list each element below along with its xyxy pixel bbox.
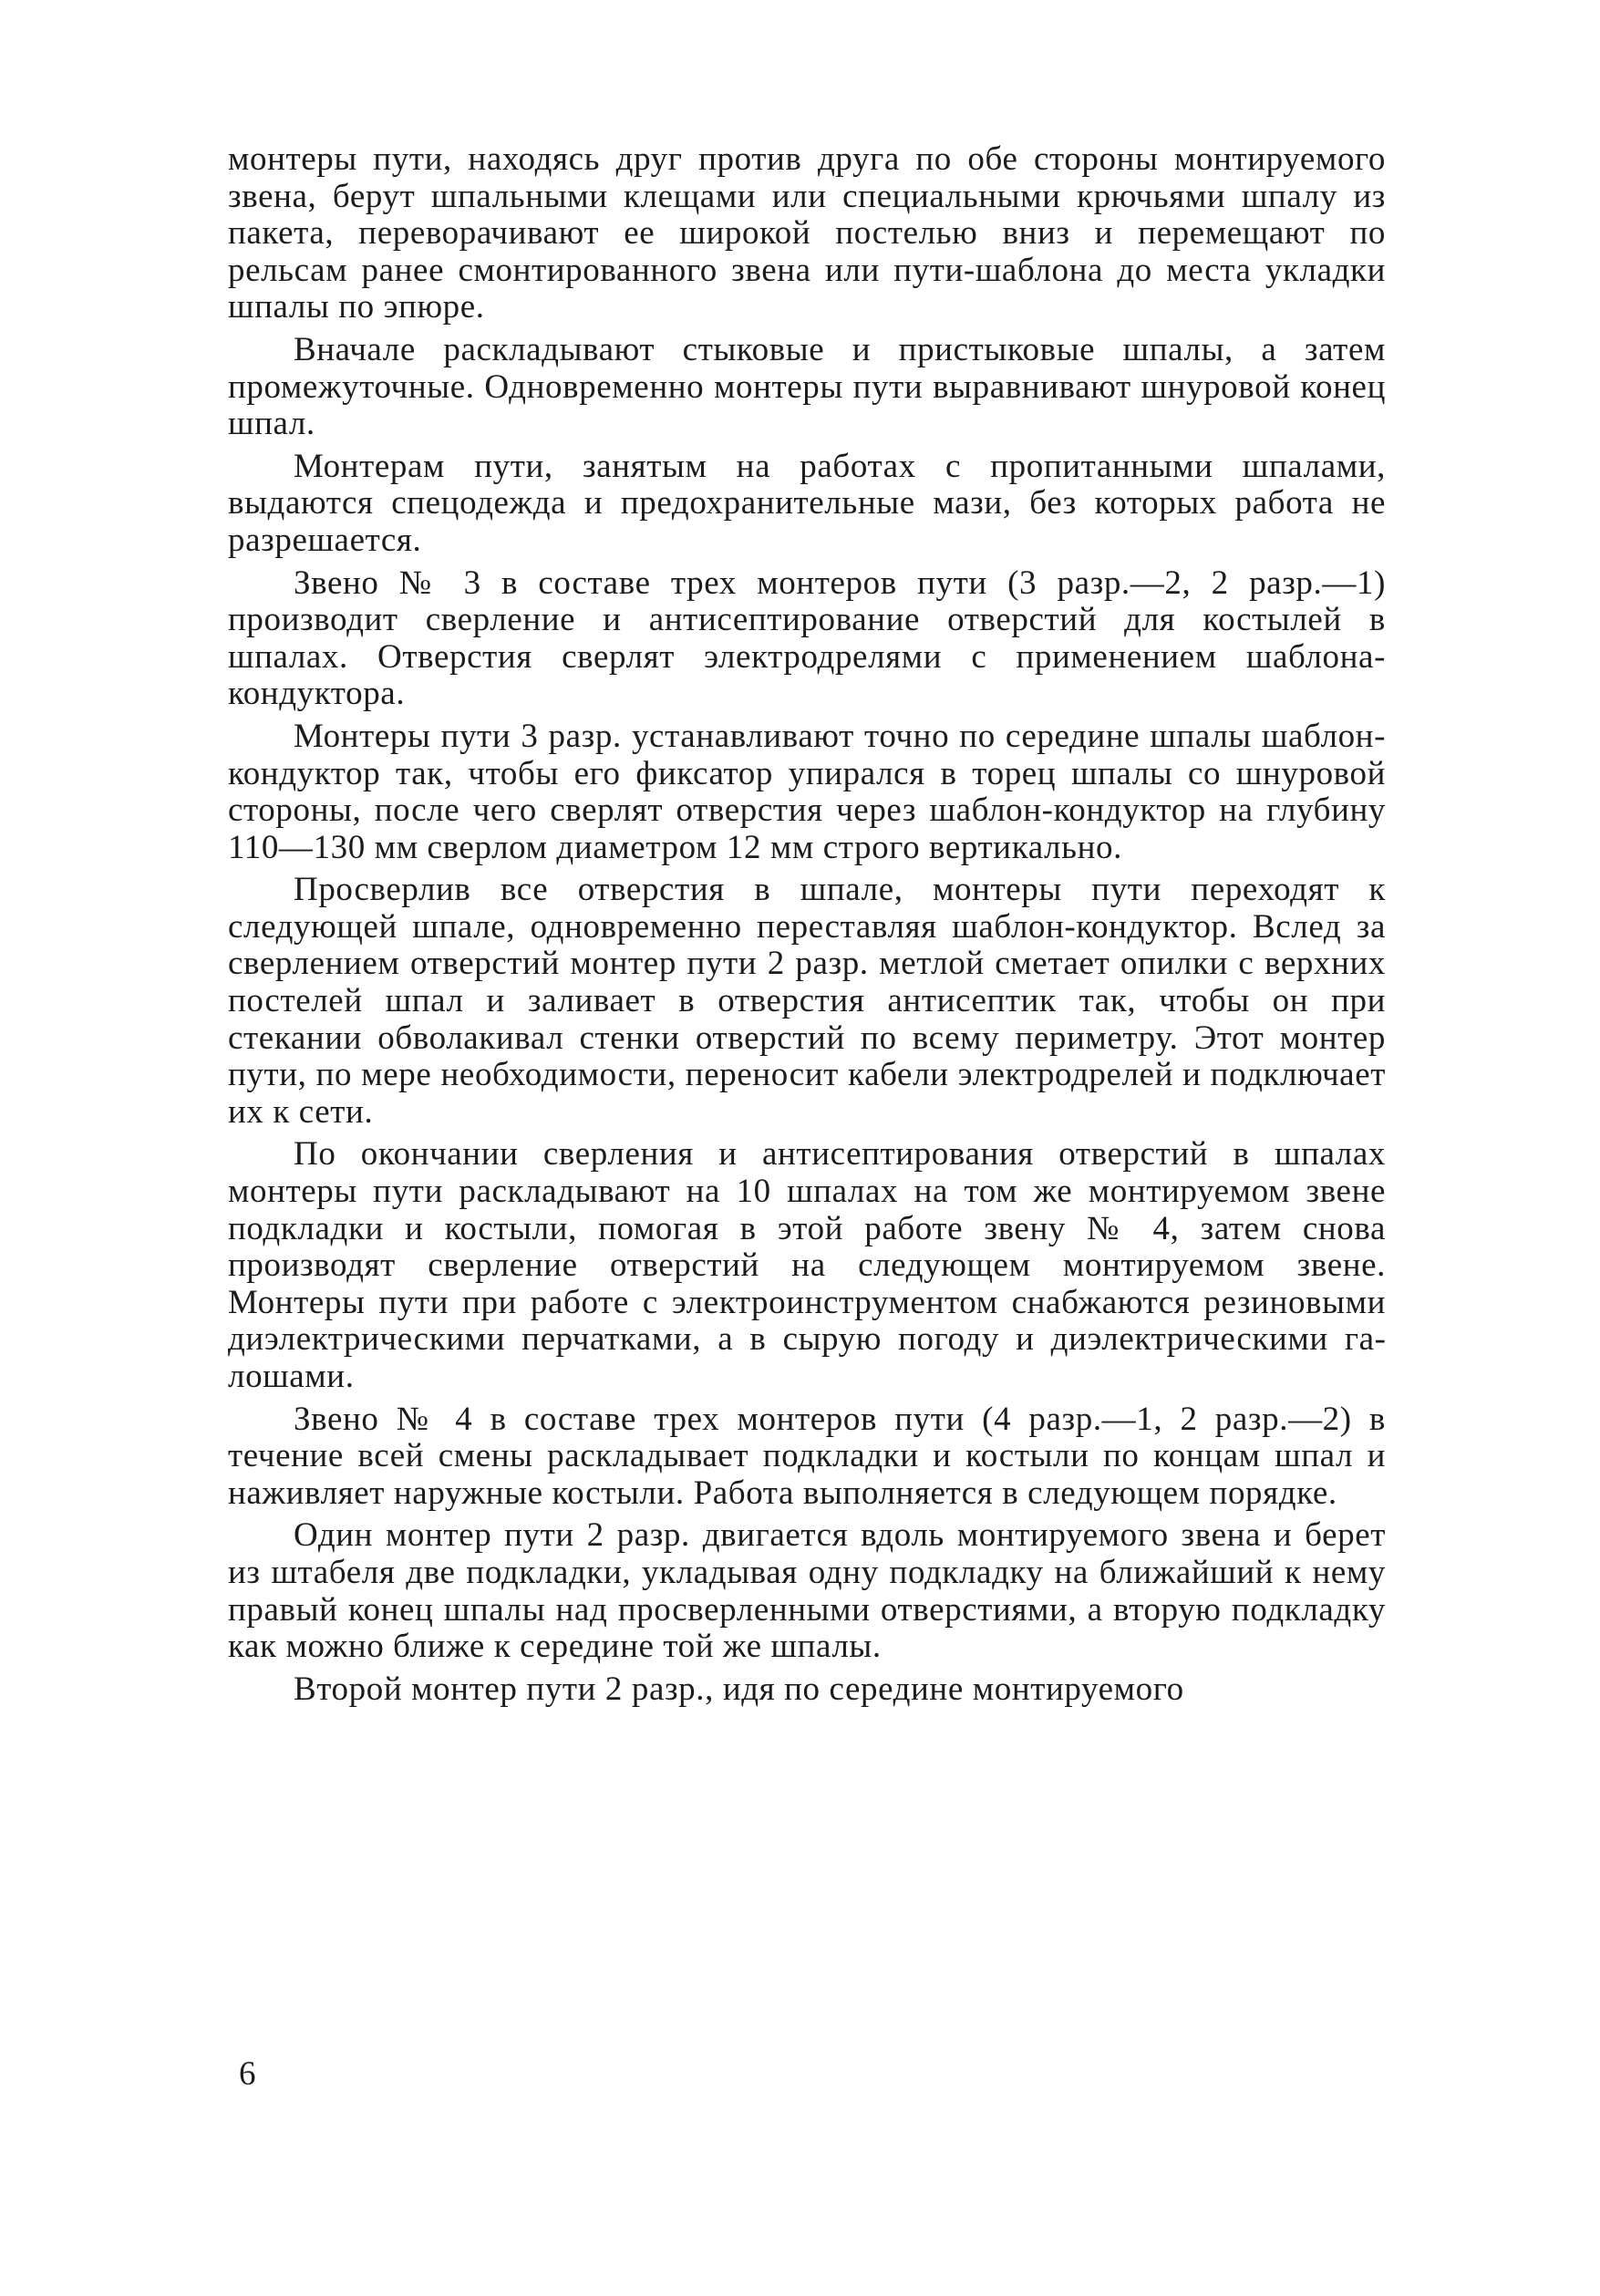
paragraph-5: Монтеры пути 3 разр. устанавливают точно по середине шпалы шаблон-кондуктор так, чтобы его фиксатор упирался в торец шпалы со шнуровой стороны, после чего сверлят отверстия через шаблон-кондуктор на глубину 110—130 мм сверлом диаметром 12 мм строго вертикально.: [228, 717, 1386, 866]
paragraph-2: Вначале раскладывают стыковые и пристыковые шпалы, а затем промежуточные. Одновременно монтеры пути выравнивают шнуровой конец шпал.: [228, 330, 1386, 443]
paragraph-9: Один монтер пути 2 разр. двигается вдоль монтируемого звена и берет из штабеля две подкладки, укладывая одну подкладку на ближайший к нему правый конец шпалы над просверленными отверстиями, а вторую подкладку как можно ближе к середине той же шпалы.: [228, 1516, 1386, 1666]
paragraph-1: монтеры пути, находясь друг против друга по обе стороны монтируемого звена, берут шпальными клещами или специальными крючьями шпалу из пакета, переворачивают ее широкой постелью вниз и перемещают по рельсам ранее смонтированного звена или пути-шаблона до места укладки шпалы по эпюре.: [228, 140, 1386, 326]
paragraph-10: Второй монтер пути 2 разр., идя по середине монтируемого: [294, 1670, 1184, 1708]
paragraph-3: Монтерам пути, занятым на работах с пропитанными шпалами, выдаются спецодежда и предохранительные мази, без которых работа не разрешается.: [228, 447, 1386, 559]
body-text: [228, 141, 1386, 1713]
page-number: 6: [239, 2055, 256, 2093]
paragraph-7: По окончании сверления и антисептирования отверстий в шпалах монтеры пути раскладывают на 10 шпалах на том же монтируемом звене подкладки и костыли, помогая в этой работе звену № 4, затем снова производят сверление отверстий на следующем монтируемом звене. Монтеры пути при работе с электроинструментом снабжаются резиновыми диэлектрическими перчатками, а в сырую погоду и диэлектрическими галошами.: [228, 1135, 1386, 1395]
paragraph-6: Просверлив все отверстия в шпале, монтеры пути переходят к следующей шпале, одновременно переставляя шаблон-кондуктор. Вслед за сверлением отверстий монтер пути 2 разр. метлой сметает опилки с верхних постелей шпал и заливает в отверстия антисептик так, чтобы он при стекании обволакивал стенки отверстий по всему периметру. Этот монтер пути, по мере необходимости, переносит кабели электродрелей и подключает их к сети.: [228, 871, 1386, 1131]
paragraph-4: Звено № 3 в составе трех монтеров пути (3 разр.—2, 2 разр.—1) производит сверление и антисептирование отверстий для костылей в шпалах. Отверстия сверлят электродрелями с применением шаблона-кондуктора.: [228, 564, 1386, 713]
paragraph-8: Звено № 4 в составе трех монтеров пути (4 разр.—1, 2 разр.—2) в течение всей смены раскладывает подкладки и костыли по концам шпал и наживляет наружные костыли. Работа выполняется в следующем порядке.: [228, 1400, 1386, 1512]
